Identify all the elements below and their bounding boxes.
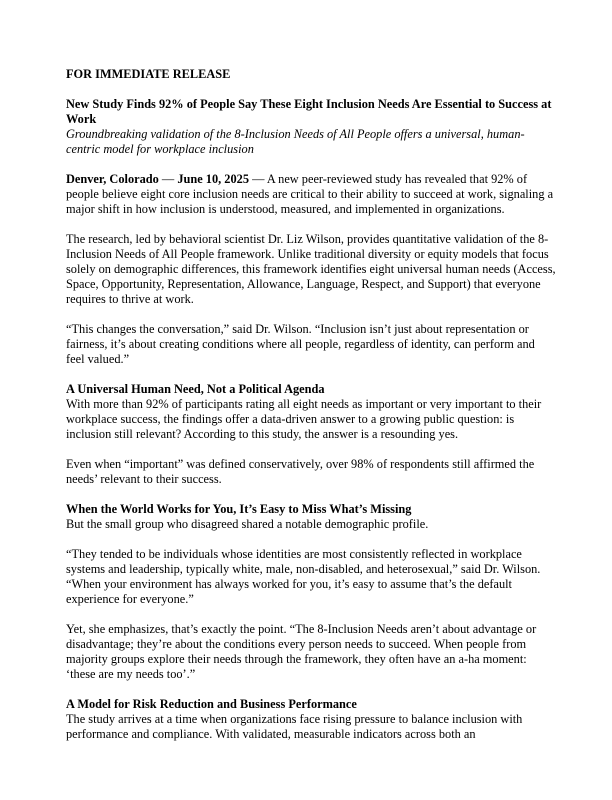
dateline-text: — A new peer-reviewed study has revealed that 92% of people believe eight core inclusion needs are critical to their ability to succeed at work, signaling a major shift in how inclusion is understood, measured, and implemented in organizations.	[66, 172, 554, 216]
dateline-date: June 10, 2025	[177, 172, 249, 186]
press-release-page	[66, 67, 556, 757]
section-paragraph: Yet, she emphasizes, that’s exactly the point. “The 8-Inclusion Needs aren’t about advantage or disadvantage; they’re about the conditions every person needs to succeed. When people from majority groups explore their needs through the framework, they often have an a-ha moment: ‘these are my needs too’.”	[66, 622, 537, 681]
section-heading-world-works: When the World Works for You, It’s Easy to Miss What’s Missing	[66, 502, 412, 516]
subheadline: Groundbreaking validation of the 8-Inclusion Needs of All People offers a universal, human-centric model for workplace inclusion	[66, 127, 525, 156]
section-paragraph: The study arrives at a time when organizations face rising pressure to balance inclusion with performance and compliance. With validated, measurable indicators across both an	[66, 712, 523, 741]
headline: New Study Finds 92% of People Say These Eight Inclusion Needs Are Essential to Success at Work	[66, 97, 552, 126]
section-paragraph: With more than 92% of participants rating all eight needs as important or very important to their workplace success, the findings offer a data-driven answer to a growing public question: is inclusion still relevant? According to this study, the answer is a resounding yes.	[66, 397, 542, 441]
dateline-location: Denver, Colorado	[66, 172, 159, 186]
section-paragraph: Even when “important” was defined conservatively, over 98% of respondents still affirmed the needs’ relevant to their success.	[66, 457, 535, 486]
section-paragraph: “They tended to be individuals whose identities are most consistently reflected in workplace systems and leadership, typically white, male, non-disabled, and heterosexual,” said Dr. Wilson. “When your environment has always worked for you, it’s easy to assume that’s the default experience for everyone.”	[66, 547, 541, 606]
release-label: FOR IMMEDIATE RELEASE	[66, 67, 231, 81]
dateline-separator: —	[158, 172, 178, 186]
quote-paragraph: “This changes the conversation,” said Dr. Wilson. “Inclusion isn’t just about representation or fairness, it’s about creating conditions where all people, regardless of identity, can perform and feel valued.”	[66, 322, 535, 366]
section-heading-risk-reduction: A Model for Risk Reduction and Business Performance	[66, 697, 357, 711]
section-paragraph: But the small group who disagreed shared a notable demographic profile.	[66, 517, 429, 531]
section-heading-universal-need: A Universal Human Need, Not a Political Agenda	[66, 382, 325, 396]
dateline-paragraph	[66, 172, 556, 217]
intro-paragraph: The research, led by behavioral scientist Dr. Liz Wilson, provides quantitative validation of the 8-Inclusion Needs of All People framework. Unlike traditional diversity or equity models that focus solely on demographic differences, this framework identifies eight universal human needs (Access, Space, Opportunity, Representation, Allowance, Language, Respect, and Support) that everyone requires to thrive at work.	[66, 232, 556, 306]
